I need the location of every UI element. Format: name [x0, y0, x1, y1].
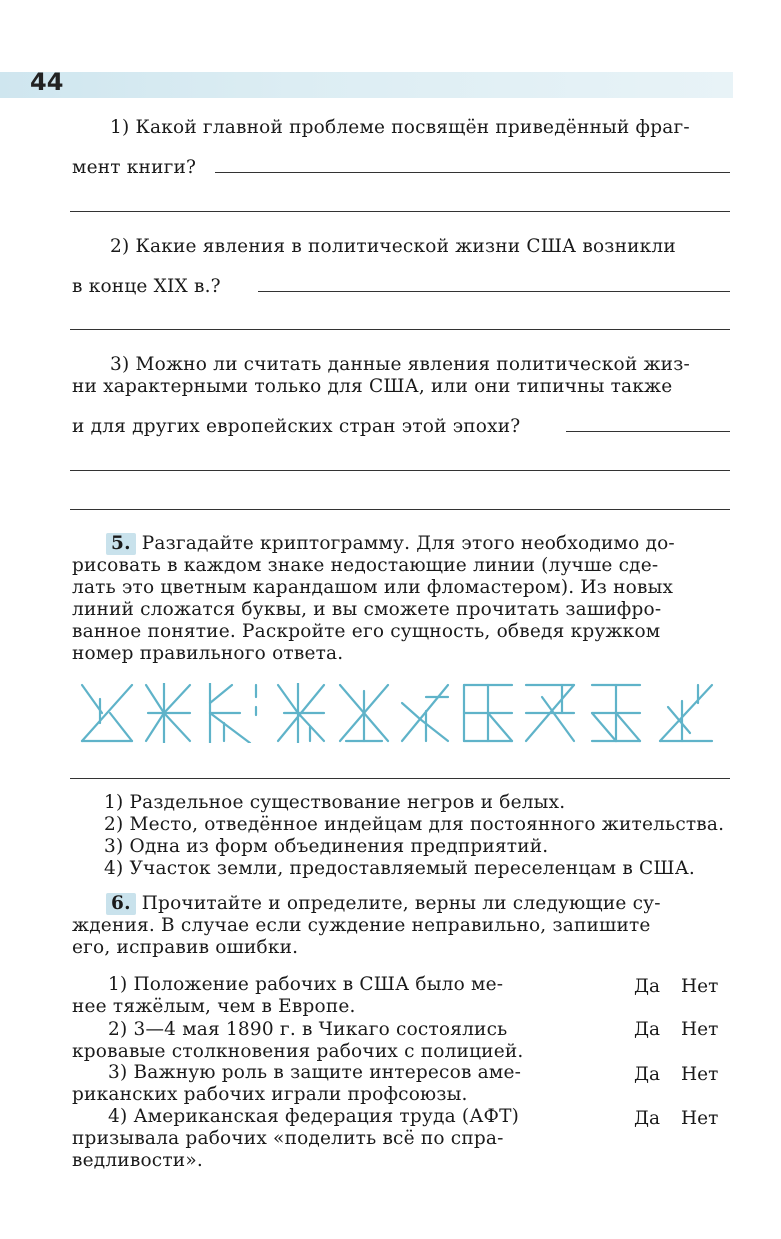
answer-line[interactable] — [258, 291, 730, 292]
task-5-line-1: 5. Разгадайте криптограмму. Для этого необходимо до- — [106, 533, 675, 555]
yes-option[interactable]: Да — [634, 1108, 661, 1129]
no-option[interactable]: Нет — [681, 1019, 719, 1040]
task-5-number: 5. — [106, 533, 136, 555]
statement-2-line-1: 2) 3—4 мая 1890 г. в Чикаго состоялись — [108, 1019, 508, 1040]
cryptogram-glyph — [210, 683, 256, 743]
statement-4-line-1: 4) Американская федерация труда (АФТ) — [108, 1106, 520, 1127]
cryptogram-glyph — [82, 685, 132, 741]
cryptogram-glyph — [402, 685, 448, 741]
question-1-line-1: 1) Какой главной проблеме посвящён приведённый фраг- — [110, 117, 690, 138]
statement-1-line-1: 1) Положение рабочих в США было ме- — [108, 974, 504, 995]
task-5-line-6: номер правильного ответа. — [72, 643, 344, 664]
task-5-line-3: лать это цветным карандашом или фломастером). Из новых — [72, 577, 674, 598]
answer-line[interactable] — [70, 509, 730, 510]
cryptogram-glyph — [340, 685, 388, 741]
answer-line[interactable] — [70, 211, 730, 212]
cryptogram-glyph — [660, 685, 712, 741]
task-6-line-3: его, исправив ошибки. — [72, 937, 299, 958]
answer-line[interactable] — [566, 431, 730, 432]
question-3-line-1: 3) Можно ли считать данные явления политической жиз- — [110, 354, 690, 375]
question-2-line-1: 2) Какие явления в политической жизни США возникли — [110, 236, 676, 257]
page-number: 44 — [30, 68, 64, 96]
cryptogram-glyph — [146, 683, 190, 743]
task-5-option-2[interactable]: 2) Место, отведённое индейцам для постоянного жительства. — [104, 814, 725, 835]
cryptogram-glyph — [464, 685, 512, 741]
cryptogram-glyph — [592, 685, 640, 741]
statement-3-line-1: 3) Важную роль в защите интересов аме- — [108, 1062, 522, 1083]
task-5-option-4[interactable]: 4) Участок земли, предоставляемый переселенцам в США. — [104, 858, 695, 879]
statement-2-line-2: кровавые столкновения рабочих с полицией. — [72, 1041, 524, 1062]
no-option[interactable]: Нет — [681, 1108, 719, 1129]
answer-line[interactable] — [70, 778, 730, 779]
no-option[interactable]: Нет — [681, 976, 719, 997]
answer-line[interactable] — [70, 470, 730, 471]
question-2-line-2: в конце XIX в.? — [72, 276, 221, 297]
yes-option[interactable]: Да — [634, 976, 661, 997]
statement-1-line-2: нее тяжёлым, чем в Европе. — [72, 996, 356, 1017]
yes-option[interactable]: Да — [634, 1019, 661, 1040]
task-5-line-4: линий сложатся буквы, и вы сможете прочитать зашифро- — [72, 599, 662, 620]
task-5-line-2: рисовать в каждом знаке недостающие линии (лучше сде- — [72, 555, 659, 576]
task-6-line-2: ждения. В случае если суждение неправильно, запишите — [72, 915, 651, 936]
no-option[interactable]: Нет — [681, 1064, 719, 1085]
cryptogram-glyph — [278, 683, 324, 743]
task-5-option-3[interactable]: 3) Одна из форм объединения предприятий. — [104, 836, 549, 857]
question-1-line-2: мент книги? — [72, 157, 197, 178]
question-3-line-2: ни характерными только для США, или они типичны также — [72, 376, 673, 397]
yes-option[interactable]: Да — [634, 1064, 661, 1085]
task-5-line-5: ванное понятие. Раскройте его сущность, обведя кружком — [72, 621, 661, 642]
statement-3-line-2: риканских рабочих играли профсоюзы. — [72, 1084, 468, 1105]
header-band — [0, 72, 733, 98]
task-5-option-1[interactable]: 1) Раздельное существование негров и белых. — [104, 792, 566, 813]
statement-4-line-2: призывала рабочих «поделить всё по спра- — [72, 1128, 504, 1149]
answer-line[interactable] — [215, 172, 730, 173]
statement-4-line-3: ведливости». — [72, 1150, 203, 1171]
task-6-number: 6. — [106, 893, 136, 915]
question-3-line-3: и для других европейских стран этой эпохи? — [72, 416, 521, 437]
cryptogram — [80, 683, 716, 743]
cryptogram-glyph — [526, 685, 574, 741]
answer-line[interactable] — [70, 329, 730, 330]
task-6-line-1: 6. Прочитайте и определите, верны ли следующие су- — [106, 893, 661, 915]
